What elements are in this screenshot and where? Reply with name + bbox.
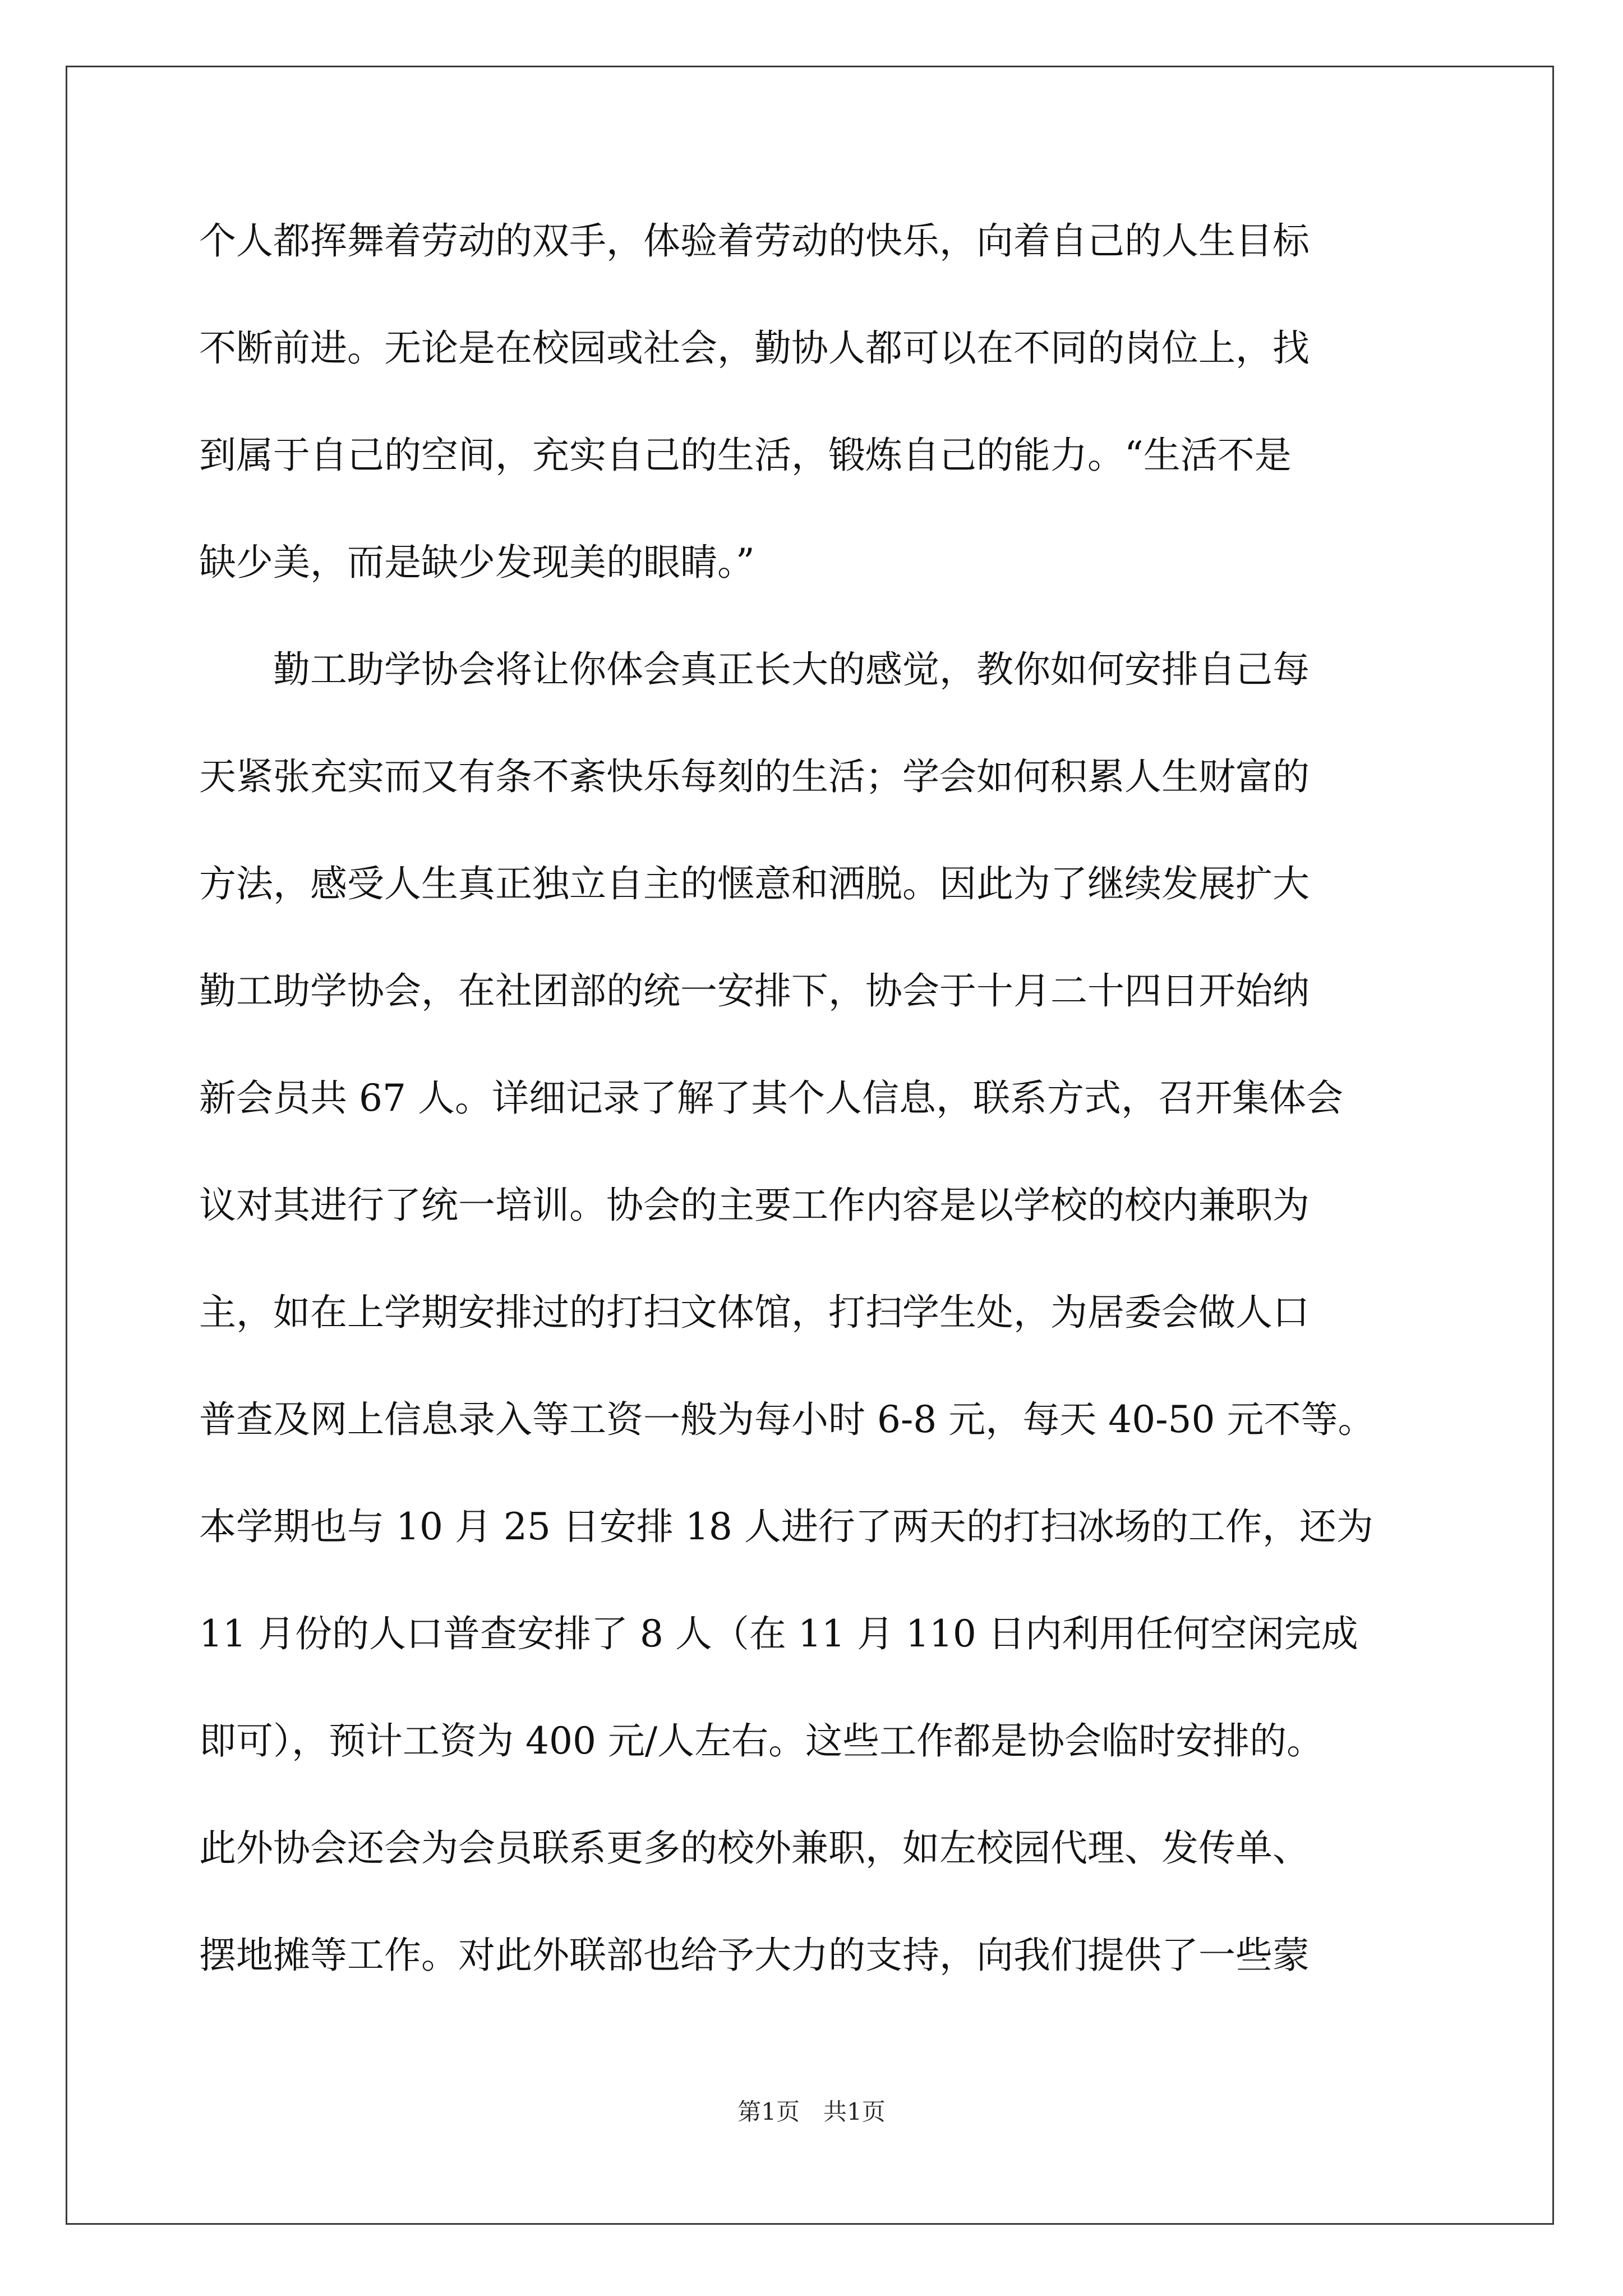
- text-line: 本学期也与 10 月 25 日安排 18 人进行了两天的打扫冰场的工作，还为: [199, 1505, 1373, 1548]
- text-line: 勤工助学协会将让你体会真正长大的感觉，教你如何安排自己每: [199, 648, 1310, 691]
- text-line: 到属于自己的空间，充实自己的生活，锻炼自己的能力。“生活不是: [199, 434, 1292, 477]
- text-line: 个人都挥舞着劳动的双手，体验着劳动的快乐，向着自己的人生目标: [199, 219, 1310, 263]
- text-line: 缺少美，而是缺少发现美的眼睛。”: [199, 541, 755, 584]
- text-line: 11 月份的人口普查安排了 8 人（在 11 月 110 日内利用任何空闲完成: [199, 1612, 1358, 1655]
- text-line: 方法，感受人生真正独立自主的惬意和洒脱。因此为了继续发展扩大: [199, 862, 1310, 905]
- text-line: 此外协会还会为会员联系更多的校外兼职，如左校园代理、发传单、: [199, 1826, 1310, 1870]
- text-line: 主，如在上学期安排过的打扫文体馆，打扫学生处，为居委会做人口: [199, 1291, 1310, 1334]
- page-border: [66, 66, 1554, 2225]
- text-line: 摆地摊等工作。对此外联部也给予大力的支持，向我们提供了一些蒙: [199, 1934, 1310, 1977]
- text-line: 普查及网上信息录入等工资一般为每小时 6-8 元，每天 40-50 元不等。: [199, 1398, 1375, 1441]
- text-line: 不断前进。无论是在校园或社会，勤协人都可以在不同的岗位上，找: [199, 326, 1310, 370]
- text-line: 勤工助学协会，在社团部的统一安排下，协会于十月二十四日开始纳: [199, 969, 1310, 1013]
- text-line: 天紧张充实而又有条不紊快乐每刻的生活；学会如何积累人生财富的: [199, 755, 1310, 798]
- page-footer: 第1页 共1页: [737, 2098, 886, 2125]
- text-line: 新会员共 67 人。详细记录了解了其个人信息，联系方式，召开集体会: [199, 1076, 1343, 1120]
- text-line: 议对其进行了统一培训。协会的主要工作内容是以学校的校内兼职为: [199, 1184, 1310, 1227]
- text-line: 即可），预计工资为 400 元/人左右。这些工作都是协会临时安排的。: [199, 1719, 1324, 1763]
